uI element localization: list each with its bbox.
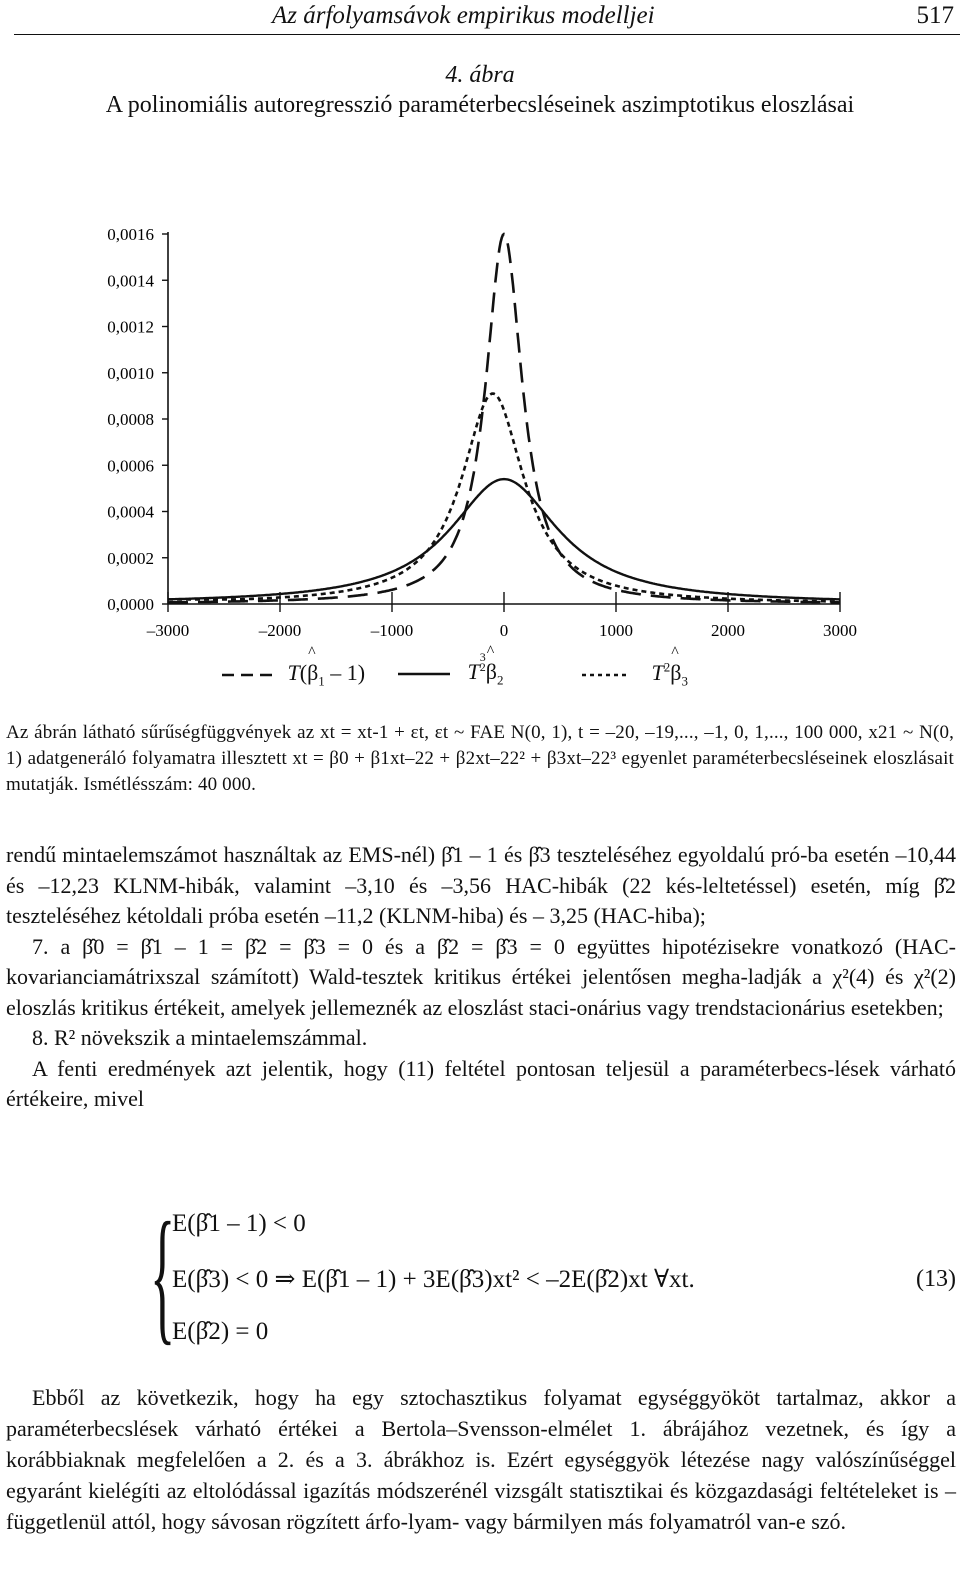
legend-label-beta3: $T^2\beta$ ^ $_3$: [651, 644, 688, 689]
series-solid-line: [168, 479, 840, 599]
paragraph-1: rendű mintaelemszámot használtak az EMS-nél) β̂1 – 1 és β̂3 teszteléséhez egyoldalú pró-ba esetén –10,44 és –12,23 KLNM-hibák, valamint –3,10 és –3,56 HAC-hibák (22 kés-leltetéssel) esetén, míg β̂2 teszteléséhez kétoldali próba esetén –11,2 (KLNM-hiba) és – 3,25 (HAC-hiba);: [6, 842, 956, 928]
equation-line-3: E(β̂2) = 0: [172, 1318, 269, 1345]
legend-dashed-swatch: [222, 670, 274, 680]
y-tick-label: 0,0010: [107, 363, 154, 383]
equation-brace: {: [150, 1192, 176, 1358]
equation-number: (13): [916, 1266, 956, 1292]
series-dotted-line: [168, 394, 840, 602]
series-dashed-line: [168, 234, 840, 602]
y-tick-label: 0,0014: [107, 271, 154, 291]
y-tick-label: 0,0002: [107, 548, 154, 568]
figure-heading: [0, 60, 960, 120]
x-tick-label: 2000: [711, 621, 745, 640]
figure-title: A polinomiális autoregresszió paraméterbecsléseinek aszimptotikus eloszlásai: [105, 92, 855, 118]
y-tick-label: 0,0012: [107, 317, 154, 337]
paragraph-3: 8. R² növekszik a mintaelemszámmal.: [32, 1025, 368, 1050]
legend-solid-swatch: [398, 669, 450, 679]
x-tick-label: –2000: [258, 621, 302, 640]
legend-item-beta3: [582, 644, 688, 690]
x-tick-label: 3000: [823, 621, 857, 640]
y-tick-label: 0,0006: [107, 456, 154, 476]
paragraph-2: 7. a β̂0 = β̂1 – 1 = β̂2 = β̂3 = 0 és a β̂2 = β̂3 = 0 együttes hipotézisekre vonatkozó (HAC-kovarianciamátrixszal számított) Wald-tesztek kritikus értékei jelentősen megha-ladják a χ²(4) és χ²(2) eloszlás kritikus értékeit, amelyek jellemeznék az eloszlást staci-onárius vagy trendstacionárius esetekben;: [6, 933, 956, 1020]
density-chart: [0, 220, 960, 640]
chart-legend: [0, 643, 960, 700]
figure-caption: Az ábrán látható sűrűségfüggvények az xt = xt-1 + εt, εt ~ FAE N(0, 1), t = –20, –19,..., –1, 0, 1,..., 100 000, x21 ~ N(0, 1) adatgeneráló folyamatra illesztett xt = β0 + β1xt–22 + β2xt–22² + β3xt–22³ egyenlet paraméterbecsléseinek eloszlásait mutatják. Ismétlésszám: 40 000.: [6, 722, 954, 795]
equation-line-1: E(β̂1 – 1) < 0: [172, 1210, 306, 1237]
page-number: 517: [916, 2, 954, 29]
x-tick-label: 1000: [599, 621, 633, 640]
legend-item-beta1: [222, 644, 366, 689]
y-tick-label: 0,0016: [107, 225, 154, 244]
x-tick-label: –3000: [146, 621, 190, 640]
x-tick-label: –1000: [370, 621, 414, 640]
legend-dotted-swatch: [582, 670, 628, 680]
legend-label-beta2: $T^{3 2}\beta$ ^ $_2$: [467, 643, 504, 688]
y-tick-label: 0,0004: [107, 502, 154, 522]
running-header: [14, 0, 960, 35]
body-text: [6, 840, 956, 1115]
figure-number: 4. ábra: [445, 62, 515, 88]
legend-item-beta2: [398, 643, 504, 689]
paragraph-5: Ebből az következik, hogy ha egy sztochasztikus folyamat egységgyököt tartalmaz, akkor a paraméterbecslések várható értékei a Bertola–Svensson-elmélet 1. ábrájához vezetnek, és így a korábbiaknak megfelelően a 2. és a 3. ábrákhoz is. Ezért egységgyök létezése nagy valószínűséggel egyaránt kielégíti az eltolódással igazítás módszerénél vizsgált statisztikai és közgazdasági feltételeket is – függetlenül attól, hogy sávosan rögzített árfo-lyam- vagy bármilyen más folyamatról van-e szó.: [6, 1385, 956, 1534]
legend-label-beta1: T(β ^ $_1$ – 1): [287, 644, 366, 689]
x-tick-label: 0: [499, 621, 509, 640]
running-title: Az árfolyamsávok empirikus modelljei: [272, 2, 655, 29]
paragraph-4: A fenti eredmények azt jelentik, hogy (11) feltétel pontosan teljesül a paraméterbecs-lések várható értékeire, mivel: [6, 1055, 956, 1111]
equation-13: [150, 1192, 960, 1360]
y-tick-label: 0,0008: [107, 410, 154, 429]
body-text-2: [6, 1382, 956, 1537]
equation-line-2: E(β̂3) < 0 ⇒ E(β̂1 – 1) + 3E(β̂3)xt² < –2E(β̂2)xt ∀xt.: [172, 1266, 695, 1293]
y-tick-label: 0,0000: [107, 595, 154, 614]
